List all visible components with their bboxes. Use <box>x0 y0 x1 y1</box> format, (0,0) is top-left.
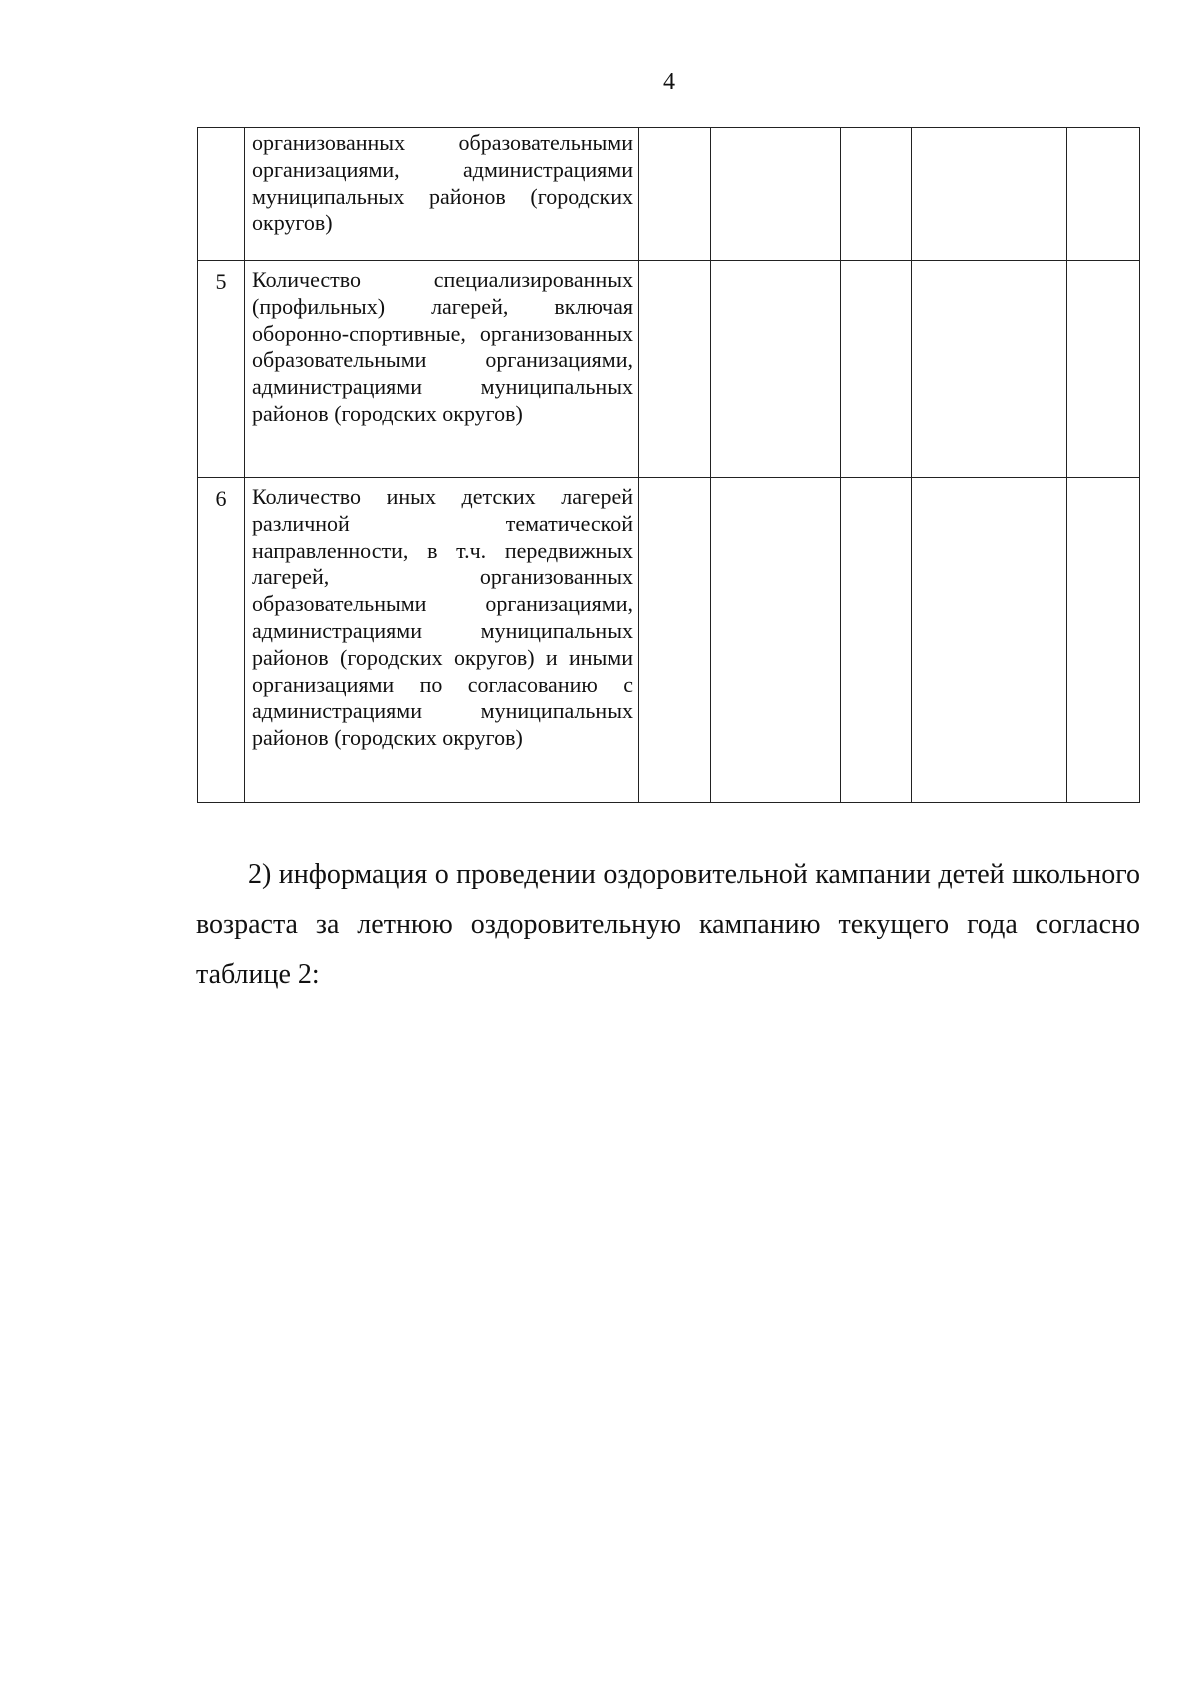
table-cell <box>841 478 912 803</box>
table-cell <box>912 261 1067 478</box>
table-cell <box>639 261 711 478</box>
body-paragraph: 2) информация о проведении оздоровительной кампании детей школьного возраста за летнюю оздоровительную кампанию текущего года согласно таблице 2: <box>196 859 1140 990</box>
table-cell <box>711 478 841 803</box>
row-number <box>198 128 245 261</box>
row-number: 6 <box>198 478 245 803</box>
table-row <box>198 128 1140 261</box>
table-cell <box>711 128 841 261</box>
table-cell <box>639 128 711 261</box>
row-description: Количество специализированных (профильных) лагерей, включая оборонно-спортивные, организованных образовательными организациями, администрациями муниципальных районов (городских округов) <box>245 261 639 478</box>
table-cell <box>1067 261 1140 478</box>
table-cell <box>1067 128 1140 261</box>
table-cell <box>639 478 711 803</box>
table-row <box>198 261 1140 478</box>
table-cell <box>711 261 841 478</box>
data-table <box>197 127 1140 803</box>
row-number: 5 <box>198 261 245 478</box>
table-row <box>198 478 1140 803</box>
row-description: Количество иных детских лагерей различной тематической направленности, в т.ч. передвижных лагерей, организованных образовательными организациями, администрациями муниципальных районов (городских округов) и иными организациями по согласованию с администрациями муниципальных районов (городских округов) <box>245 478 639 803</box>
page-number: 4 <box>663 69 675 95</box>
table-cell <box>912 128 1067 261</box>
table-cell <box>841 128 912 261</box>
row-description: организованных образовательными организациями, администрациями муниципальных районов (городских округов) <box>245 128 639 261</box>
table-cell <box>912 478 1067 803</box>
table-cell <box>1067 478 1140 803</box>
table-cell <box>841 261 912 478</box>
